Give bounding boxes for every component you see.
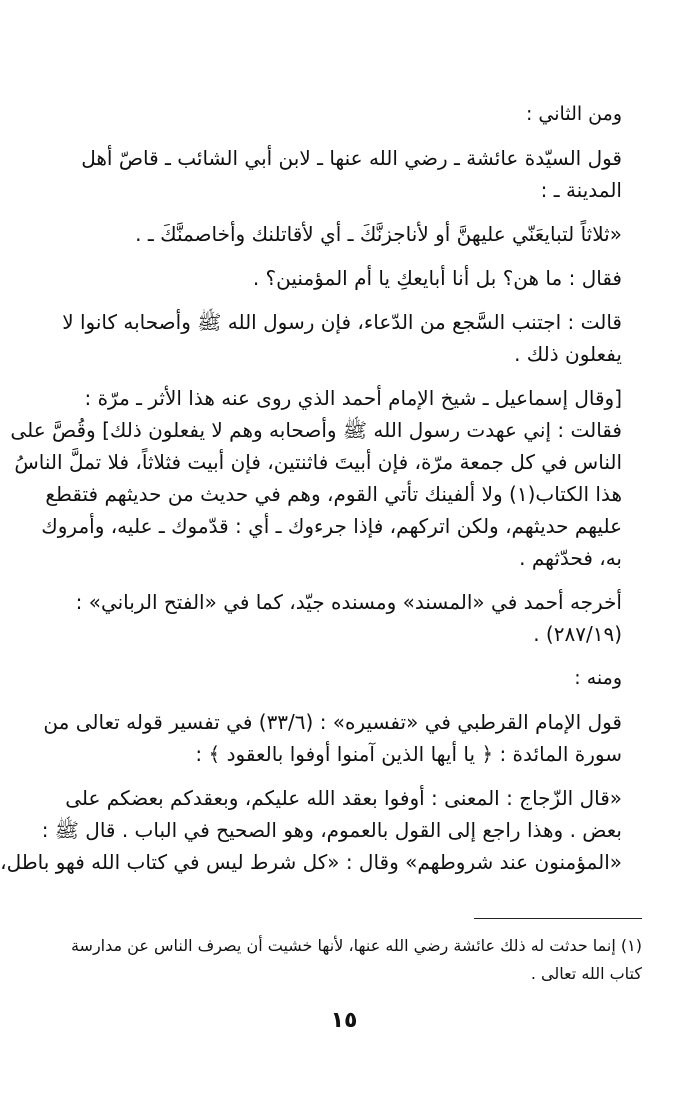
text-line: عليهم حديثهم، ولكن اتركهم، فإذا جرءوك ـ أي : قدّموك ـ عليه، وأمروك bbox=[41, 514, 622, 538]
paragraph-9 bbox=[43, 706, 622, 770]
footnote-line: كتاب الله تعالى . bbox=[530, 964, 642, 983]
footnote-line: (١) إنما حدثت له ذلك عائشة رضي الله عنها، لأنها خشيت أن يصرف الناس عن مدارسة bbox=[70, 936, 642, 955]
text-line: أخرجه أحمد في «المسند» ومسنده جيّد، كما في «الفتح الرباني» : bbox=[75, 590, 622, 614]
paragraph-10 bbox=[0, 782, 622, 878]
paragraph-7 bbox=[74, 586, 622, 650]
text-line: هذا الكتاب(١) ولا ألفينك تأتي القوم، وهم في حديث من حديثهم فتقطع bbox=[45, 482, 622, 506]
text-line: [وقال إسماعيل ـ شيخ الإمام أحمد الذي روى عنه هذا الأثر ـ مرّة : bbox=[84, 386, 622, 410]
text-line: المدينة ـ : bbox=[540, 178, 622, 202]
text-line: بعض . وهذا راجع إلى القول بالعموم، وهو الصحيح في الباب . قال ﷺ : bbox=[41, 818, 622, 842]
text-line: فقالت : إني عهدت رسول الله ﷺ وأصحابه وهم لا يفعلون ذلك] وقُصَّ على bbox=[10, 418, 622, 442]
paragraph-6 bbox=[10, 382, 622, 574]
paragraph-4 bbox=[74, 262, 622, 294]
text-line: فقال : ما هن؟ بل أنا أبايعكِ يا أم المؤمنين؟ . bbox=[252, 266, 622, 290]
text-line: قول الإمام القرطبي في «تفسيره» : (٣٣/٦) في تفسير قوله تعالى من bbox=[43, 710, 622, 734]
text-line: قالت : اجتنب السَّجع من الدّعاء، فإن رسول الله ﷺ وأصحابه كانوا لا bbox=[62, 310, 622, 334]
footnotes bbox=[70, 932, 642, 988]
page-number: ١٥ bbox=[330, 1008, 358, 1033]
text-line: سورة المائدة : ﴿ يا أيها الذين آمنوا أوفوا بالعقود ﴾ : bbox=[195, 742, 622, 766]
text-line: «قال الزّجاج : المعنى : أوفوا بعقد الله عليكم، وبعقدكم بعضكم على bbox=[65, 786, 622, 810]
text-line: قول السيّدة عائشة ـ رضي الله عنها ـ لابن أبي الشائب ـ قاصّ أهل bbox=[81, 146, 622, 170]
text-line: «ثلاثاً لتبايعَنّي عليهنَّ أو لأناجزنَّكَ ـ أي لأقاتلنك وأخاصمنَّكَ ـ . bbox=[135, 222, 622, 246]
section-heading: ومن الثاني : bbox=[525, 103, 622, 125]
text-line: يفعلون ذلك . bbox=[514, 342, 622, 366]
page-body bbox=[0, 98, 622, 888]
paragraph-5 bbox=[62, 306, 622, 370]
paragraph-1 bbox=[74, 98, 622, 130]
text-line: «المؤمنون عند شروطهم» وقال : «كل شرط ليس في كتاب الله فهو باطل، bbox=[0, 850, 622, 874]
text-line: (٢٨٧/١٩) . bbox=[533, 622, 622, 646]
text-line: به، فحدّثهم . bbox=[519, 546, 622, 570]
paragraph-2 bbox=[74, 142, 622, 206]
paragraph-8 bbox=[74, 662, 622, 694]
paragraph-3 bbox=[74, 218, 622, 250]
text-line: الناس في كل جمعة مرّة، فإن أبيتَ فاثنتين، فإن أبيت فثلاثاً، فلا تملَّ الناسُ bbox=[14, 450, 622, 474]
footnote-divider bbox=[474, 918, 642, 919]
section-heading: ومنه : bbox=[574, 667, 622, 689]
